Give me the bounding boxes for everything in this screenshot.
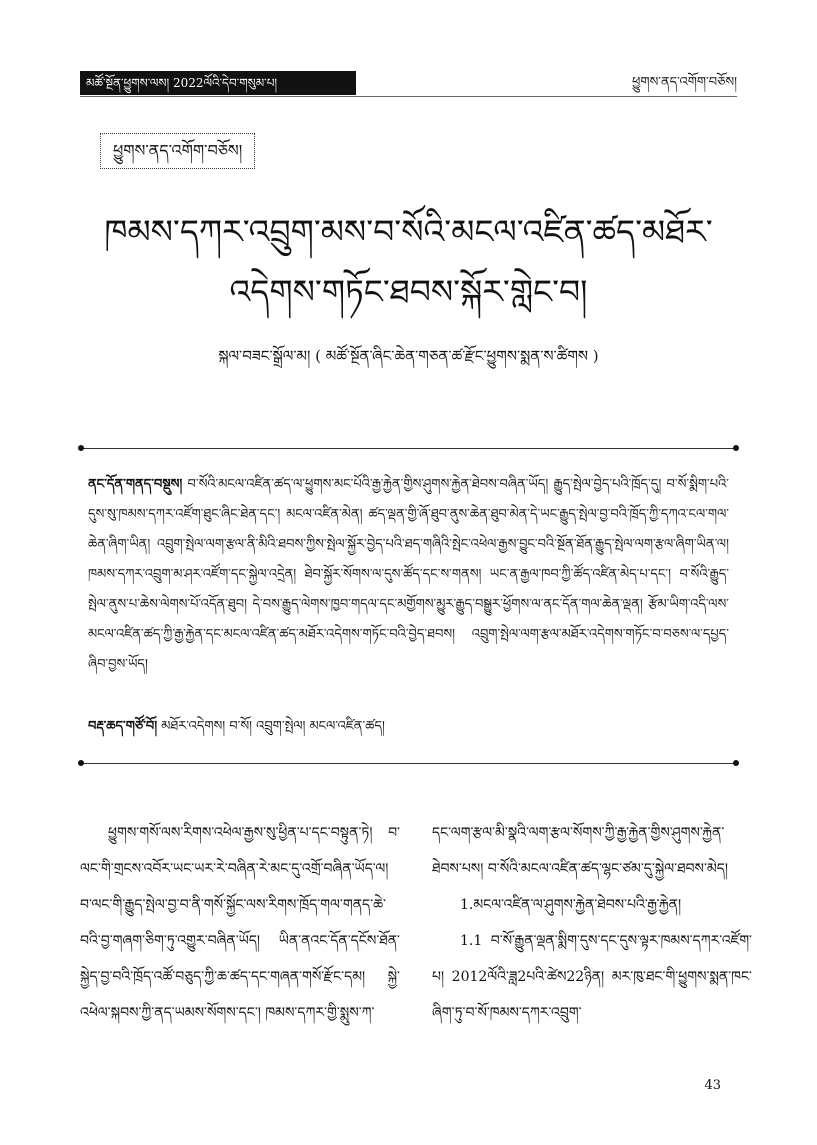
author-affiliation: སྐལ་བཟང་སྒྲོལ་མ། ( མཚོ་སྔོན་ཞིང་ཆེན་གཅན་ཚ་རྫོང་ཕྱུགས་སྨན་ས་ཚིགས ) [218,347,599,365]
keywords-label: བརྡ་ཆད་གཙོ་བོ། [88,719,158,734]
abstract-label: ནང་དོན་གནད་བསྡུས། [88,477,183,492]
keywords-text: མཐོར་འདེགས། བ་སོ། འབྲུག་སྤེལ། མངལ་འཛིན་ཚད། [157,719,385,734]
rule-dot [733,760,739,766]
journal-issue-header: མཚོ་སྔོན་ཕྱུགས་ལས། 2022ལོའི་དེབ་གསུམ་པ། [80,71,356,95]
abstract-bottom-rule [80,763,737,764]
section-tag: ཕྱུགས་ནད་འགོག་བཅོས། [100,133,255,169]
header-rule [80,96,737,97]
abstract-text: བ་སོའི་མངལ་འཛིན་ཚད་ལ་ཕྱུགས་མང་པོའི་རྒྱ་རྐྱེན་གྱིས་ཤུགས་རྐྱེན་ཐེབས་བཞིན་ཡོད། རྒྱུད་སྤེལ་བྱེད་པའི་ཁྲོད་དུ། བ་སོ་སྨིག་པའི་དུས་སུ་ཁམས་དཀར་འཛོག་ཐུང་ཞིང་ཐེན་དང་། མངལ་འཛིན་མེན། ཚད་ལྡན་གྱི་ཞོ་ཐུབ་ནུས་ཆེན་ཐུབ་མེན་དེ་ཡང་རྒྱུད་སྤེལ་བྱ་བའི་ཁྲོད་ཀྱི་དཀའ་ངལ་གལ་ཆེན་ཞིག་ཡིན། འབྲུག་སྤེལ་ལག་རྩལ་ནི་མིའི་ཐབས་ཀྱིས་སྤེལ་སྐྱོར་བྱེད་པའི་ཐད་གཞིའི་སྤེང་འཕེལ་རྒྱས་བྱུང་བའི་སྔོན་ཐོན་རྒྱུད་སྤེལ་ལག་རྩལ་ཞིག་ཡིན་ལ། ཁམས་དཀར་འབྲུག་མ་ཤར་འཛོག་དང་སྐྱེལ་འདྲེན། ཐེབ་སྐྱོར་སོགས་ལ་དུས་ཚོད་དང་ས་གནས། ཡང་ན་རྒྱལ་ཁབ་ཀྱི་ཚོད་འཛིན་མེད་པ་དང་། བ་སོའི་རྒྱུད་སྤེལ་ནུས་པ་ཆེས་ལེགས་པོ་འདོན་ཐུབ། དེ་བས་རྒྱུད་ལེགས་ཁྱབ་གདལ་དང་མགྱོགས་མྱུར་རྒྱུད་བསྒྱུར་ཕྱོགས་ལ་ནང་དོན་གལ་ཆེན་ལྡན། རྩོམ་ཡིག་འདི་ལས་མངལ་འཛིན་ཚད་ཀྱི་རྒྱ་རྐྱེན་དང་མངལ་འཛིན་ཚད་མཐོར་འདེགས་གཏོང་བའི་བྱེད་ཐབས། འབྲུག་སྤེལ་ལག་རྩལ་མཐོར་འདེགས་གཏོང་བ་བཅས་ལ་དཔྱད་ཞིབ་བྱས་ཡོད། [88,477,729,672]
page-number: 43 [704,1078,721,1093]
section-header: ཕྱུགས་ནད་འགོག་བཅོས། [631,75,737,90]
body-paragraph: 1.1 བ་སོ་རྒྱུན་ལྡན་སྨིག་དུས་དང་དུས་ལྟར་ཁམས་དཀར་འཛོག་པ། 2012ལོའི་ཟླ2པའི་ཚེས22ཉིན། མར་ཁུ་ཐང་གི་ཕྱུགས་སྨན་ཁང་ཞིག་ཏུ་བ་སོ་ཁམས་དཀར་འབྲུག་ [432,933,752,1021]
body-paragraph: ཕྱུགས་གསོ་ལས་རིགས་འཕེལ་རྒྱས་སུ་ཕྱིན་པ་དང་བསྟུན་ཏེ། བ་ལང་གི་གྲངས་འབོར་ཡང་ཡར་རེ་བཞིན་རེ་མང་དུ་འགྲོ་བཞིན་ཡོད་ལ། བ་ལང་གི་རྒྱུད་སྤེལ་བྱ་བ་ནི་གསོ་སྐྱོང་ལས་རིགས་ཁྲོད་གལ་གནད་ཆེ་བའི་བྱ་གཞག་ཅིག་ཏུ་འགྱུར་བཞིན་ཡོད། ཡིན་ནའང་དོན་དངོས་ཐོན་སྐྱེད་བྱ་བའི་ཁྲོད་འཚོ་བཅུད་ཀྱི་ཆ་ཚད་དང་གཞན་གསོ་རྫོང་དམ། སྐྱེ་འཕེལ་སྐབས་ཀྱི་ནད་ཡམས་སོགས་དང་། ཁམས་དཀར་གྱི་སྨུས་ཀ་ [80,825,400,1021]
article-title-line-1: ཁམས་དཀར་འབྲུག་མས་བ་སོའི་མངལ་འཛིན་ཚད་མཐོར་ [104,212,713,251]
rule-dot [78,445,84,451]
rule-dot [733,445,739,451]
abstract-top-rule [80,448,737,449]
article-title-line-2: འདེགས་གཏོང་ཐབས་སྐོར་གླེང་བ། [229,272,588,311]
keywords [88,712,729,742]
abstract [88,470,729,680]
rule-dot [78,760,84,766]
section-heading: 1.མངལ་འཛིན་ལ་ཤུགས་རྐྱེན་ཐེབས་པའི་རྒྱ་རྐྱེན། [460,897,682,913]
body-column-left [80,815,400,1031]
body-paragraph: དང་ལག་རྩལ་མི་སྣའི་ལག་རྩལ་སོགས་ཀྱི་རྒྱ་རྐྱེན་གྱིས་ཤུགས་རྐྱེན་ཐེབས་པས། བ་སོའི་མངལ་འཛིན་ཚད་ལྷང་ཙམ་དུ་སྐྱེལ་ཐབས་མེད། [432,825,728,877]
body-column-right [432,815,752,1031]
